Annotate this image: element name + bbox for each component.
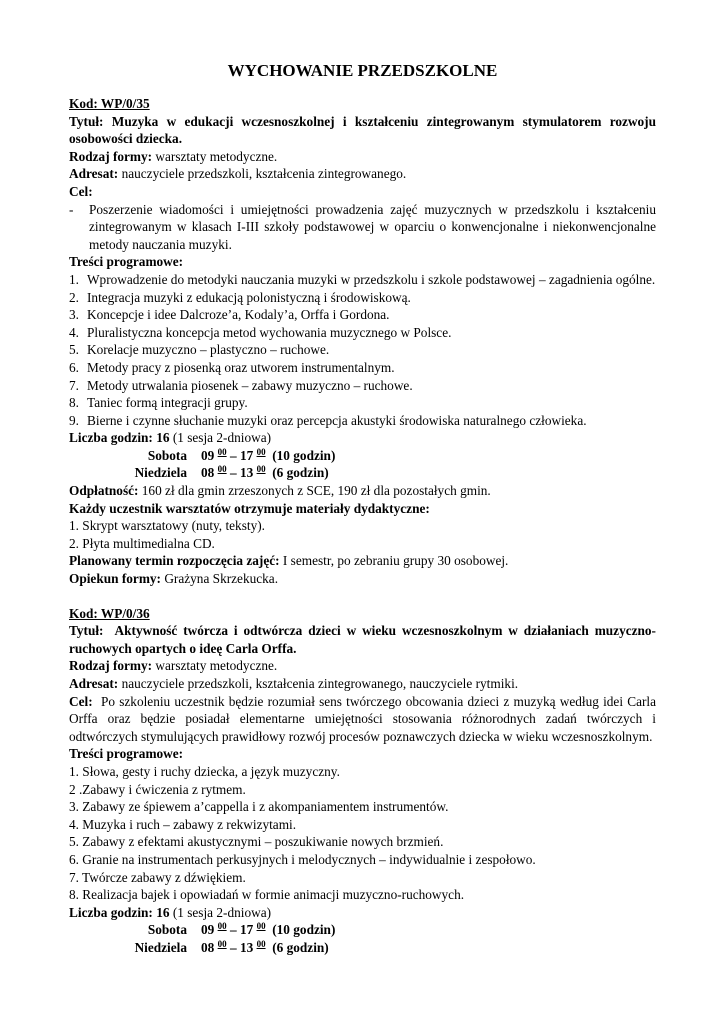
list-item: 3. Zabawy ze śpiewem a’cappella i z akompaniamentem instrumentów.	[69, 799, 449, 815]
course-wp-0-36	[69, 605, 656, 957]
supervisor: Opiekun formy: Grażyna Skrzekucka.	[69, 571, 279, 587]
planned-start: Planowany termin rozpoczęcia zajęć: I semestr, po zebraniu grupy 30 osobowej.	[69, 553, 509, 569]
list-item: 6. Metody pracy z piosenką oraz utworem instrumentalnym.	[69, 359, 395, 375]
course-audience: Adresat: nauczyciele przedszkoli, kształcenia zintegrowanego.	[69, 166, 407, 182]
list-item: 6. Granie na instrumentach perkusyjnych i melodycznych – indywidualnie i zespołowo.	[69, 851, 536, 867]
course-code: Kod: WP/0/36	[69, 605, 150, 621]
list-item: 2. Integracja muzyki z edukacją polonistyczną i środowiskową.	[69, 289, 411, 305]
course-goal: Cel: Po szkoleniu uczestnik będzie rozumiał sens twórczego obcowania dzieci z muzyką według idei Carla Orffa oraz będzie posiadał elementarne umiejętności stosowania różnorodnych zadań twórczych i odtwórczych stymulujących prawidłowy rozwój procesów poznawczych dziecka w wieku wczesnoszkolnym.	[69, 693, 656, 744]
course-goal-label: Cel:	[69, 183, 93, 199]
list-item: 1. Wprowadzenie do metodyki nauczania muzyki w przedszkolu i szkole podstawowej – zagadnienia ogólne.	[69, 271, 656, 287]
course-audience: Adresat: nauczyciele przedszkoli, kształcenia zintegrowanego, nauczyciele rytmiki.	[69, 676, 519, 691]
course-wp-0-35	[69, 95, 656, 588]
schedule-sunday: Niedziela 08 $^{00}$ – 13 $^{00}$ (6 godzin)	[134, 464, 329, 481]
hours: Liczba godzin: 16 (1 sesja 2-dniowa)	[69, 904, 272, 920]
page-title: WYCHOWANIE PRZEDSZKOLNE	[227, 61, 498, 80]
course-code: Kod: WP/0/35	[69, 96, 150, 111]
program-label: Treści programowe:	[69, 746, 184, 762]
schedule-sunday: Niedziela 08 $^{00}$ – 13 $^{00}$ (6 godzin)	[134, 938, 329, 955]
course-title: Tytuł: Aktywność twórcza i odtwórcza dzieci w wieku wczesnoszkolnym w działaniach muzyczno-ruchowych opartych o ideę Carla Orffa.	[69, 623, 656, 656]
list-item: 1. Słowa, gesty i ruchy dziecka, a język muzyczny.	[69, 763, 340, 779]
list-item: 9. Bierne i czynne słuchanie muzyki oraz percepcja akustyki środowiska naturalnego człowieka.	[69, 412, 587, 428]
list-item: 7. Metody utrwalania piosenek – zabawy muzyczno – ruchowe.	[69, 377, 413, 393]
course-form: Rodzaj formy: warsztaty metodyczne.	[69, 658, 278, 674]
schedule-saturday: Sobota 09 $^{00}$ – 17 $^{00}$ (10 godzin)	[147, 921, 336, 938]
list-item: 8. Realizacja bajek i opowiadań w formie animacji muzyczno-ruchowych.	[69, 887, 465, 903]
list-item: 5. Korelacje muzyczno – plastyczno – ruchowe.	[69, 342, 330, 358]
schedule-saturday: Sobota 09 $^{00}$ – 17 $^{00}$ (10 godzin)	[147, 446, 336, 463]
list-item: 1. Skrypt warsztatowy (nuty, teksty).	[69, 518, 265, 534]
list-item: 4. Muzyka i ruch – zabawy z rekwizytami.	[69, 816, 297, 832]
list-item: 4. Pluralistyczna koncepcja metod wychowania muzycznego w Polsce.	[69, 324, 452, 340]
hours: Liczba godzin: 16 (1 sesja 2-dniowa)	[69, 430, 272, 446]
list-item: 3. Koncepcje i idee Dalcroze’a, Kodaly’a, Orffa i Gordona.	[69, 307, 390, 323]
document-page	[69, 60, 656, 957]
course-title: Tytuł: Muzyka w edukacji wczesnoszkolnej i kształceniu zintegrowanym stymulatorem rozwoju osobowości dziecka.	[69, 113, 656, 147]
course-goal: - Poszerzenie wiadomości i umiejętności prowadzenia zajęć muzycznych w przedszkolu i kształceniu zintegrowanym w klasach I-III szkoły podstawowej w oparciu o konwencjonalne i niekonwencjonalne metody nauczania muzyki.	[69, 201, 656, 252]
list-item: 2 .Zabawy i ćwiczenia z rytmem.	[69, 781, 246, 797]
section-spacer	[69, 588, 656, 605]
course-form: Rodzaj formy: warsztaty metodyczne.	[69, 148, 278, 164]
fee: Odpłatność: 160 zł dla gmin zrzeszonych z SCE, 190 zł dla pozostałych gmin.	[69, 483, 491, 499]
list-item: 5. Zabawy z efektami akustycznymi – poszukiwanie nowych brzmień.	[69, 834, 444, 850]
program-list	[69, 271, 656, 429]
program-label: Treści programowe:	[69, 254, 184, 270]
list-item: 2. Płyta multimedialna CD.	[69, 535, 215, 551]
list-item: 7. Twórcze zabawy z dźwiękiem.	[69, 869, 246, 885]
materials-label: Każdy uczestnik warsztatów otrzymuje materiały dydaktyczne:	[69, 500, 430, 516]
list-item: 8. Taniec formą integracji grupy.	[69, 395, 248, 411]
